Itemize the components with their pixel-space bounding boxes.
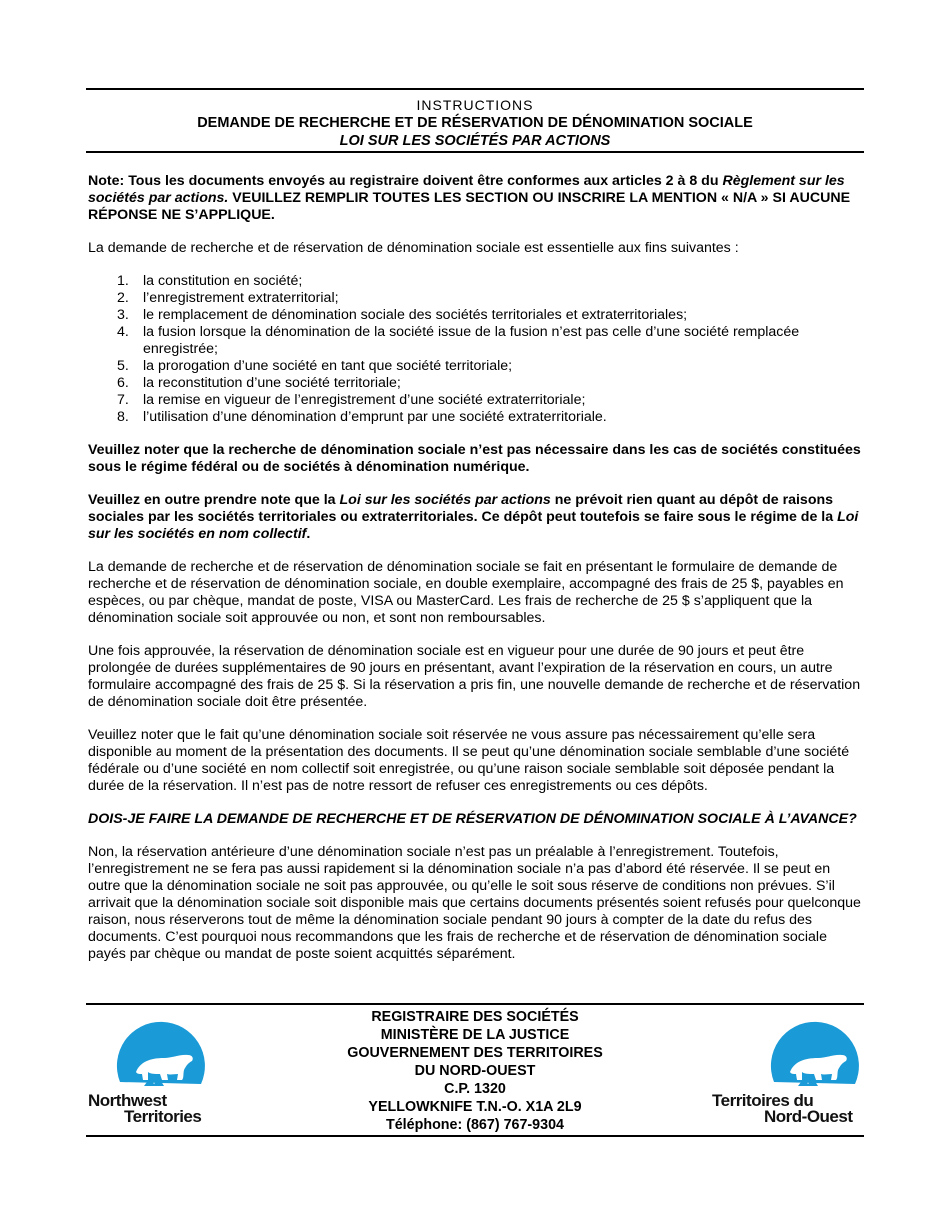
purpose-list: [88, 273, 864, 426]
registrar-address: [300, 1008, 650, 1134]
list-number: 1.: [117, 273, 129, 289]
note-instruction: VEUILLEZ REMPLIR TOUTES LES SECTION OU INSCRIRE LA MENTION « N/A » SI AUCUNE RÉPONSE NE S’APPLIQUE.: [88, 190, 851, 223]
list-text: la fusion lorsque la dénomination de la société issue de la fusion n’est pas celle d’une société remplacée enregistrée;: [143, 324, 800, 357]
instructions-body: [88, 173, 864, 979]
list-text: la constitution en société;: [143, 273, 303, 289]
federal-paragraph: Veuillez noter que la recherche de dénomination sociale n’est pas nécessaire dans les cas de sociétés constituées sous le régime fédéral ou de sociétés à dénomination numérique.: [88, 442, 861, 475]
list-text: la reconstitution d’une société territoriale;: [143, 375, 401, 391]
fees-paragraph: La demande de recherche et de réservation de dénomination sociale se fait en présentant le formulaire de demande de recherche et de réservation de dénomination sociale, en double exemplaire, accompagné des frais de 25 $, payables en espèces, ou par chèque, mandat de poste, VISA ou MasterCard. Les frais de recherche de 25 $ s’appliquent que la dénomination sociale soit approuvée ou non, et sont non remboursables.: [88, 559, 844, 626]
list-number: 4.: [117, 324, 129, 340]
logo-right-line2: Nord-Ouest: [764, 1107, 853, 1126]
note-text: Note: Tous les documents envoyés au registraire doivent être conformes aux articles 2 à 8 du: [88, 173, 723, 189]
list-number: 5.: [117, 358, 129, 374]
address-line: REGISTRAIRE DES SOCIÉTÉS: [371, 1009, 579, 1025]
header-law-name: LOI SUR LES SOCIÉTÉS PAR ACTIONS: [339, 133, 611, 149]
header-bottom-rule: [86, 151, 864, 153]
note-regulation-name: Règlement sur les sociétés par actions.: [88, 173, 845, 206]
list-item: [88, 290, 864, 307]
raisons-law-a: Loi sur les sociétés par actions: [339, 492, 551, 508]
list-text: l’utilisation d’une dénomination d’emprunt par une société extraterritoriale.: [143, 409, 607, 425]
reservation-paragraph: Veuillez noter que le fait qu’une dénomination sociale soit réservée ne vous assure pas nécessairement qu’elle sera disponible au moment de la présentation des documents. Il se peut qu’une dénomination sociale semblable d’une société fédérale ou d’une société en nom collectif soit enregistrée, ou qu’une raison sociale semblable soit déposée pendant la durée de la réservation. Il n’est pas de notre ressort de refuser ces enregistrements ou ces dépôts.: [88, 727, 850, 794]
list-number: 2.: [117, 290, 129, 306]
address-line: GOUVERNEMENT DES TERRITOIRES: [347, 1045, 603, 1061]
list-number: 8.: [117, 409, 129, 425]
ninety-days-paragraph: Une fois approuvée, la réservation de dénomination sociale est en vigueur pour une durée de 90 jours et peut être prolongée de durées supplémentaires de 90 jours en présentant, avant l’expiration de la réservation en cours, un autre formulaire accompagné des frais de 25 $. Si la réservation a pris fin, une nouvelle demande de recherche et de réservation de dénomination sociale doit être présentée.: [88, 643, 861, 710]
list-item: [88, 307, 864, 324]
raisons-text-a: Veuillez en outre prendre note que la: [88, 492, 340, 508]
page-title: DEMANDE DE RECHERCHE ET DE RÉSERVATION DE DÉNOMINATION SOCIALE: [197, 115, 753, 131]
raisons-paragraph: [88, 492, 864, 543]
list-item: [88, 273, 864, 290]
list-number: 7.: [117, 392, 129, 408]
list-text: la remise en vigueur de l’enregistrement d’une société extraterritoriale;: [143, 392, 586, 408]
document-header: [86, 96, 864, 150]
list-item: [88, 375, 864, 392]
list-item: [88, 324, 864, 358]
list-item: [88, 409, 864, 426]
polar-bear-icon: [88, 1014, 218, 1094]
list-text: le remplacement de dénomination sociale des sociétés territoriales et extraterritoriales;: [143, 307, 688, 323]
logo-left-line1: Northwest: [88, 1091, 167, 1110]
address-line: MINISTÈRE DE LA JUSTICE: [380, 1027, 570, 1043]
list-item: [88, 392, 864, 409]
question-heading: DOIS-JE FAIRE LA DEMANDE DE RECHERCHE ET DE RÉSERVATION DE DÉNOMINATION SOCIALE À L’AVANCE?: [88, 811, 857, 827]
list-item: [88, 358, 864, 375]
list-number: 3.: [117, 307, 129, 323]
nwt-logo-left: [88, 1014, 218, 1126]
raisons-text-e: .: [306, 526, 311, 542]
telephone-line: Téléphone: (867) 767-9304: [386, 1117, 564, 1133]
address-line: DU NORD-OUEST: [414, 1063, 536, 1079]
footer-top-rule: [86, 1003, 864, 1005]
logo-left-line2: Territories: [124, 1107, 202, 1126]
address-line: YELLOWKNIFE T.N.-O. X1A 2L9: [368, 1099, 582, 1115]
top-rule: [86, 88, 864, 90]
footer-bottom-rule: [86, 1135, 864, 1137]
raisons-text-c: ne prévoit rien quant au dépôt de raisons sociales par les sociétés territoriales ou extraterritoriales. Ce dépôt peut toutefois se faire sous le régime de la: [88, 492, 838, 525]
list-text: l’enregistrement extraterritorial;: [143, 290, 339, 306]
list-number: 6.: [117, 375, 129, 391]
logo-right-line1: Territoires du: [712, 1091, 814, 1110]
list-text: la prorogation d’une société en tant que société territoriale;: [143, 358, 513, 374]
address-line: C.P. 1320: [444, 1081, 506, 1097]
note-paragraph: [88, 173, 864, 224]
nwt-logo-right: [712, 1014, 864, 1126]
polar-bear-icon: [712, 1014, 864, 1094]
intro-paragraph: La demande de recherche et de réservation de dénomination sociale est essentielle aux fins suivantes :: [88, 240, 739, 256]
header-kicker: INSTRUCTIONS: [416, 97, 534, 113]
answer-paragraph: Non, la réservation antérieure d’une dénomination sociale n’est pas un préalable à l’enregistrement. Toutefois, l’enregistrement ne se fera pas aussi rapidement si la dénomination sociale n’a pas d’abord été réservée. Il se peut en outre que la dénomination sociale ne soit pas approuvée, ou qu’elle le soit sous réserve de conditions non prévues. S’il arrivait que la dénomination sociale soit disponible mais que certains documents présentés soient refusés pour quelconque raison, nous réserverons tout de même la dénomination sociale pendant 90 jours à compter de la date du refus des documents. C’est pourquoi nous recommandons que les frais de recherche et de réservation de dénomination sociale payés par chèque ou mandat de poste soient acquittés séparément.: [88, 844, 861, 962]
raisons-law-b: Loi sur les sociétés en nom collectif: [88, 509, 859, 542]
